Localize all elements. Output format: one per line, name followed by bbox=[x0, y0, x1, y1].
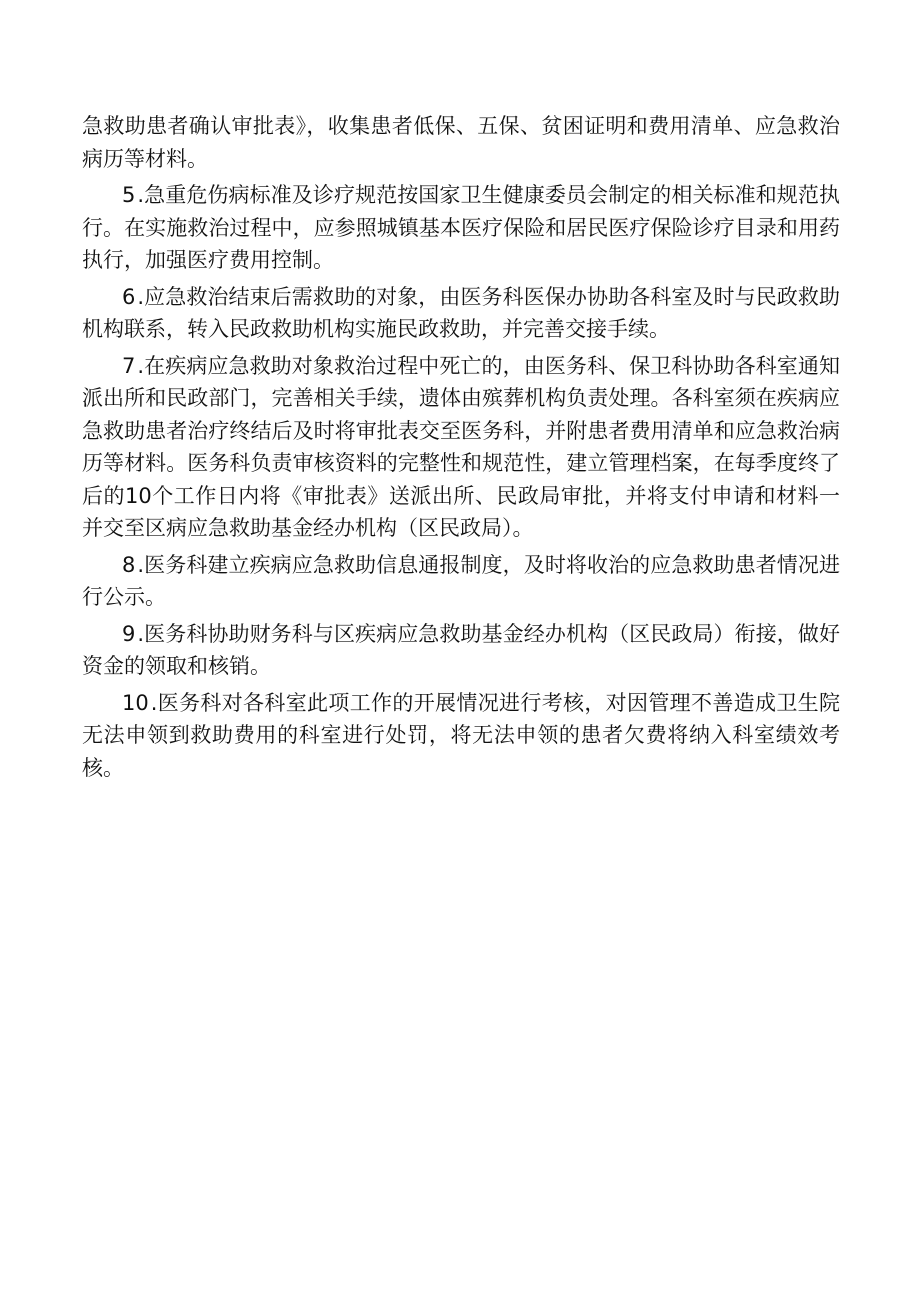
item-number: 9 bbox=[122, 621, 136, 646]
paragraph-continuation bbox=[82, 110, 840, 175]
paragraph-text: .应急救治结束后需救助的对象，由医务科医保办协助各科室及时与民政救助机构联系，转入民政救助机构实施民政救助，并完善交接手续。 bbox=[82, 284, 840, 341]
paragraph-text: .医务科协助财务科与区疾病应急救助基金经办机构（区民政局）衔接，做好资金的领取和核销。 bbox=[82, 621, 840, 678]
paragraph-item-6 bbox=[82, 281, 840, 346]
item-number: 7 bbox=[122, 353, 136, 378]
item-number: 8 bbox=[122, 552, 136, 577]
document-body bbox=[82, 110, 840, 788]
paragraph-item-5 bbox=[82, 179, 840, 277]
item-number: 5 bbox=[122, 183, 136, 207]
paragraph-text: .医务科建立疾病应急救助信息通报制度，及时将收治的应急救助患者情况进行公示。 bbox=[82, 552, 840, 609]
item-number: 10 bbox=[122, 690, 149, 715]
paragraph-text: .医务科对各科室此项工作的开展情况进行考核，对因管理不善造成卫生院无法申领到救助费用的科室进行处罚，将无法申领的患者欠费将纳入科室绩效考核。 bbox=[82, 690, 840, 780]
paragraph-item-9 bbox=[82, 618, 840, 683]
paragraph-item-7 bbox=[82, 350, 840, 545]
paragraph-text: .急重危伤病标准及诊疗规范按国家卫生健康委员会制定的相关标准和规范执行。在实施救治过程中，应参照城镇基本医疗保险和居民医疗保险诊疗目录和用药执行，加强医疗费用控制。 bbox=[82, 183, 840, 272]
paragraph-text: .在疾病应急救助对象救治过程中死亡的，由医务科、保卫科协助各科室通知派出所和民政部门，完善相关手续，遗体由殡葬机构负责处理。各科室须在疾病应急救助患者治疗终结后及时将审批表交至医务科，并附患者费用清单和应急救治病历等材料。医务科负责审核资料的完整性和规范性，建立管理档案，在每季度终了后的10个工作日内将《审批表》送派出所、民政局审批，并将支付申请和材料一并交至区病应急救助基金经办机构（区民政局）。 bbox=[82, 353, 840, 540]
paragraph-text: 急救助患者确认审批表》，收集患者低保、五保、贫困证明和费用清单、应急救治病历等材料。 bbox=[82, 114, 840, 171]
paragraph-item-10 bbox=[82, 687, 840, 785]
paragraph-item-8 bbox=[82, 549, 840, 614]
item-number: 6 bbox=[122, 284, 136, 309]
